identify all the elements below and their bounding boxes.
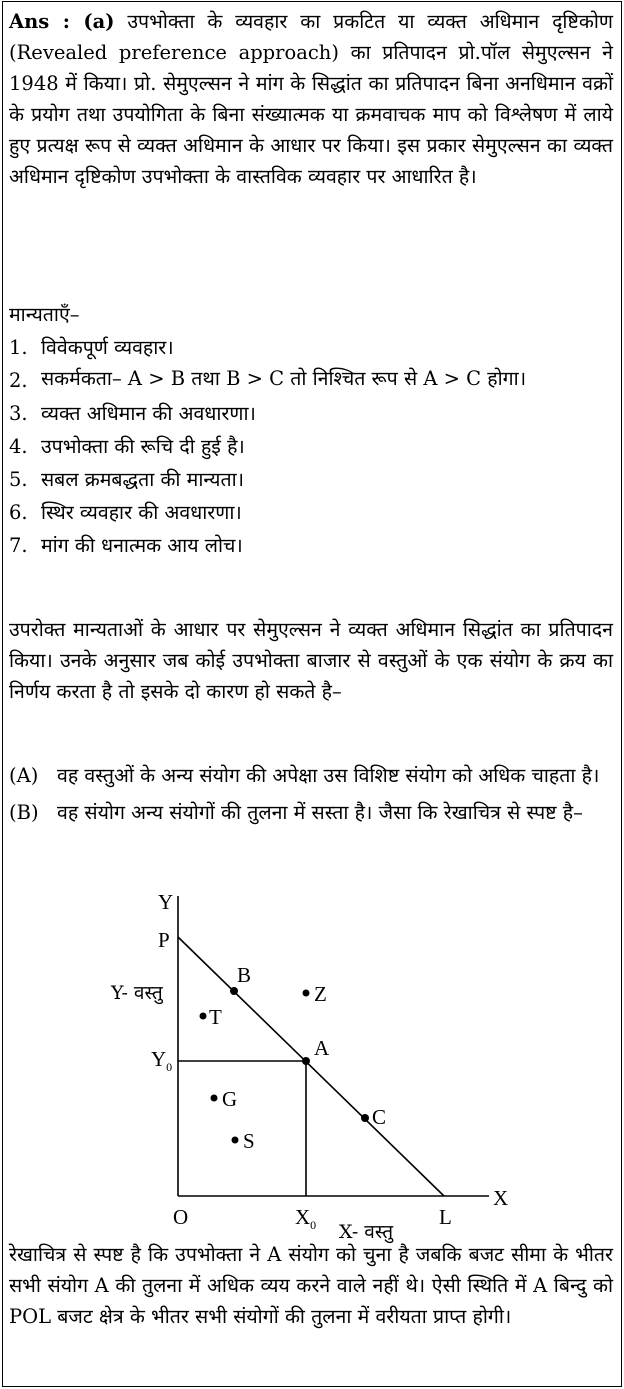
point-a-dot xyxy=(302,1057,310,1065)
conclusion-text: रेखाचित्र से स्पष्ट है कि उपभोक्ता ने A संयोग को चुना है जबकि बजट सीमा के भीतर सभी संयोग A की तुलना में अधिक व्यय करने वाले नहीं थे। ऐसी स्थिति में A बिन्दु को POL बजट क्षेत्र के भीतर सभी संयोगों की तुलना में वरीयता प्राप्त होगी। xyxy=(9,1243,613,1328)
answer-label: Ans : (a) xyxy=(9,10,115,33)
origin-label: O xyxy=(173,1205,189,1229)
option-item: (B) वह संयोग अन्य संयोगों की तुलना में सस्ता है। जैसा कि रेखाचित्र से स्पष्ट है– xyxy=(9,801,583,824)
x-commodity-label: X- वस्तु xyxy=(339,1221,394,1243)
intro-text: उपभोक्ता के व्यवहार का प्रकटित या व्यक्त अधिमान दृष्टिकोण (Revealed preference approach) का प्रतिपादन प्रो.पॉल सेमुएल्सन ने 1948 में किया। प्रो. सेमुएल्सन ने मांग के सिद्धांत का प्रतिपादन बिना अनधिमान वक्रों के प्रयोग तथा उपयोगिता के बिना संख्यात्मक या क्रमवाचक माप को विश्लेषण में लाये हुए प्रत्यक्ष रूप से व्यक्त अधिमान के आधार पर किया। इस प्रकार सेमुएल्सन का व्यक्त अधिमान दृष्टिकोण उपभोक्ता के वास्तविक व्यवहार पर आधारित है। xyxy=(9,10,613,188)
point-a-label: A xyxy=(314,1036,330,1060)
point-g-dot xyxy=(211,1095,218,1102)
p-label: P xyxy=(158,928,170,952)
point-s-label: S xyxy=(243,1129,255,1153)
point-z-dot xyxy=(303,990,310,997)
budget-line xyxy=(178,937,444,1196)
point-t-label: T xyxy=(209,1005,222,1029)
assumption-item: 3. व्यक्त अधिमान की अवधारणा। xyxy=(9,402,256,425)
x-axis-label: X xyxy=(493,1186,509,1210)
revealed-preference-diagram xyxy=(3,2,623,1388)
point-b-dot xyxy=(230,987,238,995)
assumption-item: 2. सकर्मकता– A > B तथा B > C तो निश्चित रूप से A > C होगा। xyxy=(9,367,527,392)
x0-label: $X_0$ xyxy=(295,1205,317,1232)
point-t-dot xyxy=(200,1013,207,1020)
y0-label: $Y_0$ xyxy=(151,1047,173,1074)
assumptions-heading: मान्यताएँ– xyxy=(9,303,80,326)
option-item: (A) वह वस्तुओं के अन्य संयोग की अपेक्षा उस विशिष्ट संयोग को अधिक चाहता है। xyxy=(9,764,600,787)
y-commodity-label: Y- वस्तु xyxy=(111,982,163,1004)
point-s-dot xyxy=(232,1137,239,1144)
assumption-item: 1. विवेकपूर्ण व्यवहार। xyxy=(9,336,174,359)
point-c-dot xyxy=(361,1114,369,1122)
l-label: L xyxy=(439,1205,452,1229)
conclusion-paragraph xyxy=(9,1239,613,1332)
point-c-label: C xyxy=(372,1105,387,1129)
y-axis-label: Y xyxy=(158,890,174,914)
assumption-item: 5. सबल क्रमबद्धता की मान्यता। xyxy=(9,468,245,491)
answer-page xyxy=(2,1,622,1387)
assumption-item: 7. मांग की धनात्मक आय लोच। xyxy=(9,534,243,557)
point-b-label: B xyxy=(237,963,252,987)
point-z-label: Z xyxy=(314,982,327,1006)
assumption-item: 4. उपभोक्ता की रूचि दी हुई है। xyxy=(9,435,245,458)
point-g-label: G xyxy=(222,1087,238,1111)
middle-text: उपरोक्त मान्यताओं के आधार पर सेमुएल्सन ने व्यक्त अधिमान सिद्धांत का प्रतिपादन किया। उनके अनुसार जब कोई उपभोक्ता बाजार से वस्तुओं के एक संयोग के क्रय का निर्णय करता है तो इसके दो कारण हो सकते है– xyxy=(9,618,613,703)
assumption-item: 6. स्थिर व्यवहार की अवधारणा। xyxy=(9,501,242,524)
